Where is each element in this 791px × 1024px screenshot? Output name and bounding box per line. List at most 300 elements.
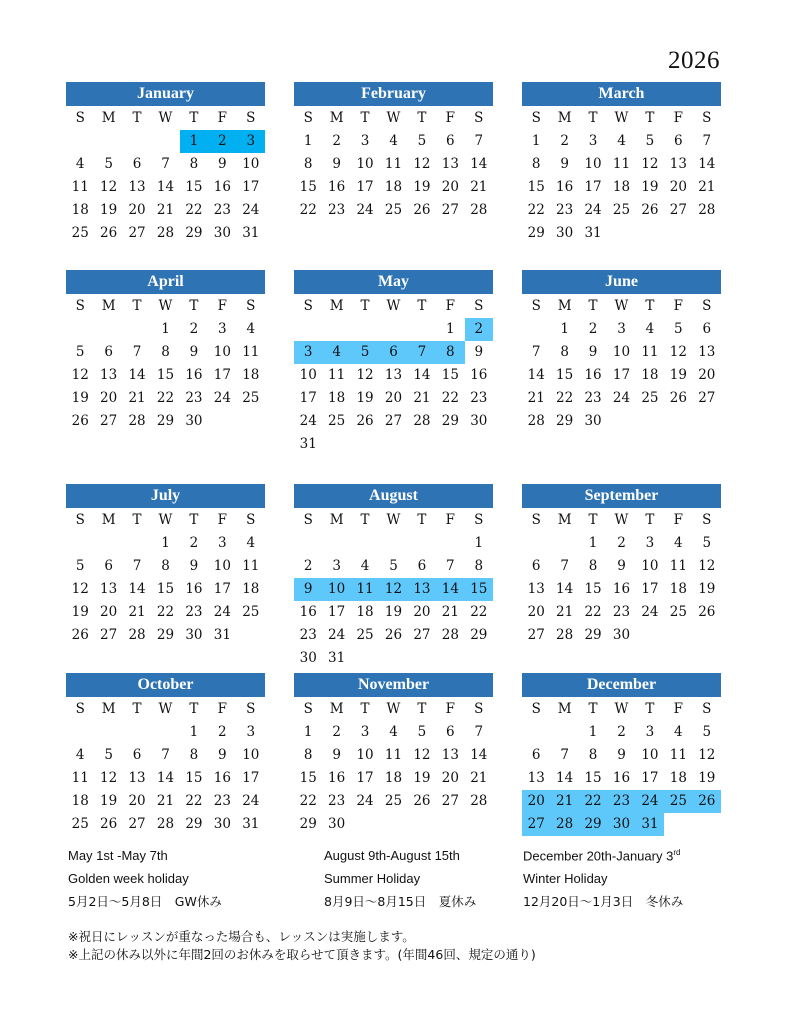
day-cell: 8 [474,558,484,574]
day-cell: 11 [242,344,260,360]
day-cell: 4 [75,747,85,763]
day-cell: 25 [612,202,631,218]
day-cell: 9 [218,156,227,172]
note-dates: May 1st -May 7th [68,848,168,863]
weekday-label: T [132,110,142,126]
day-cell: 11 [384,747,403,763]
weekday-label: W [158,701,173,717]
day-cell: 7 [531,344,541,360]
month-header: July [66,484,265,508]
weekday-label: S [75,110,85,126]
weekday-label: S [531,701,541,717]
day-cell: 19 [413,179,431,195]
day-cell: 18 [384,770,403,786]
weekday-label: T [189,298,199,314]
day-cell: 17 [641,770,659,786]
day-cell: 10 [299,367,317,383]
month-header: April [66,270,265,294]
day-cell: 31 [213,627,231,643]
day-cell: 22 [185,793,203,809]
day-cell: 21 [527,390,545,406]
weekday-label: W [614,701,629,717]
day-cell: 19 [698,581,716,597]
weekday-label: F [445,110,456,126]
day-cell: 9 [617,747,626,763]
day-cell: 2 [617,535,626,551]
day-cell: 11 [328,367,346,383]
day-cell: 27 [441,202,459,218]
day-cell: 5 [389,558,398,574]
day-cell: 28 [128,627,146,643]
day-cell: 13 [698,344,716,360]
day-cell: 13 [527,581,545,597]
weekday-label: T [360,512,370,528]
day-cell: 13 [100,581,118,597]
day-cell: 2 [189,321,199,337]
day-cell: 14 [413,367,431,383]
day-cell: 26 [641,202,659,218]
day-cell: 30 [213,225,231,241]
day-cell: 1 [161,321,170,337]
day-cell: 9 [294,578,322,601]
day-cell: 5 [702,535,712,551]
day-cell: 22 [299,793,317,809]
weekday-label: F [673,110,684,126]
weekday-label: W [614,512,629,528]
day-cell: 7 [161,156,170,172]
day-cell: 6 [379,341,407,364]
day-cell: 9 [189,558,199,574]
weekday-label: S [303,298,313,314]
day-cell: 13 [441,156,459,172]
month-days-grid [522,697,721,836]
day-cell: 13 [669,156,687,172]
day-cell: 18 [242,367,260,383]
day-cell: 1 [446,321,455,337]
day-cell: 6 [531,747,541,763]
day-cell: 3 [645,535,655,551]
day-cell: 3 [294,341,322,364]
day-cell: 21 [698,179,716,195]
day-cell: 17 [612,367,631,383]
day-cell: 22 [579,790,607,813]
day-cell: 2 [332,724,341,740]
weekday-label: M [101,110,116,126]
day-cell: 23 [584,390,602,406]
day-cell: 19 [71,390,89,406]
day-cell: 27 [384,413,403,429]
day-cell: 14 [698,156,716,172]
day-cell: 17 [641,581,659,597]
day-cell: 15 [465,578,493,601]
day-cell: 30 [470,413,488,429]
day-cell: 2 [588,321,598,337]
day-cell: 5 [104,156,113,172]
footer-line-2: ※上記の休み以外に年間2回のお休みを取らせて頂きます。(年間46回、規定の通り) [68,947,536,962]
weekday-label: M [101,298,116,314]
day-cell: 19 [100,202,118,218]
golden-week-note [68,846,222,915]
day-cell: 30 [299,650,317,666]
day-cell: 19 [669,367,687,383]
day-cell: 31 [242,816,260,832]
weekday-label: T [417,110,427,126]
weekday-label: T [588,110,598,126]
day-cell: 31 [636,813,664,836]
weekday-label: M [557,110,572,126]
month-july [66,484,265,647]
day-cell: 22 [156,604,175,620]
day-cell: 28 [527,413,545,429]
empty-cell [94,721,122,744]
day-cell: 29 [470,627,488,643]
day-cell: 19 [698,770,716,786]
day-cell: 20 [698,367,716,383]
day-cell: 23 [470,390,488,406]
day-cell: 20 [384,390,403,406]
day-cell: 10 [641,747,659,763]
weekday-label: M [329,298,344,314]
month-november [294,673,493,836]
day-cell: 26 [356,413,374,429]
day-cell: 30 [213,816,231,832]
day-cell: 1 [161,535,170,551]
day-cell: 7 [408,341,436,364]
day-cell: 25 [356,627,374,643]
day-cell: 18 [356,604,374,620]
day-cell: 27 [522,813,550,836]
month-september [522,484,721,647]
empty-cell [522,318,550,341]
day-cell: 10 [322,578,350,601]
day-cell: 31 [299,436,317,452]
day-cell: 8 [531,156,541,172]
day-cell: 17 [299,390,317,406]
day-cell: 26 [71,413,89,429]
weekday-label: S [702,701,712,717]
day-cell: 28 [470,202,488,218]
weekday-label: F [673,298,684,314]
weekday-label: S [75,512,85,528]
day-cell: 25 [242,390,260,406]
day-cell: 15 [156,581,175,597]
day-cell: 4 [322,341,350,364]
day-cell: 18 [71,202,89,218]
weekday-label: F [217,298,228,314]
day-cell: 12 [71,581,89,597]
month-august [294,484,493,670]
day-cell: 12 [71,367,89,383]
day-cell: 29 [556,413,574,429]
weekday-label: S [531,298,541,314]
day-cell: 17 [242,770,260,786]
day-cell: 17 [356,770,374,786]
day-cell: 31 [242,225,260,241]
day-cell: 2 [465,318,493,341]
day-cell: 12 [100,770,118,786]
weekday-label: T [645,512,655,528]
day-cell: 16 [584,367,602,383]
day-cell: 14 [128,581,146,597]
weekday-label: T [588,701,598,717]
day-cell: 15 [156,367,175,383]
weekday-label: T [417,298,427,314]
weekday-label: S [246,298,256,314]
day-cell: 22 [299,202,317,218]
weekday-label: S [246,701,256,717]
day-cell: 2 [208,130,236,153]
day-cell: 14 [470,156,488,172]
weekday-label: S [474,110,484,126]
day-cell: 23 [299,627,317,643]
day-cell: 29 [156,413,175,429]
day-cell: 16 [213,770,231,786]
day-cell: 18 [71,793,89,809]
day-cell: 22 [527,202,545,218]
day-cell: 9 [560,156,569,172]
month-days-grid [294,697,493,836]
empty-cell [522,721,550,744]
day-cell: 24 [356,202,374,218]
weekday-label: M [101,512,116,528]
day-cell: 22 [185,202,203,218]
weekday-label: M [329,512,344,528]
day-cell: 3 [617,321,626,337]
day-cell: 12 [669,344,687,360]
day-cell: 26 [693,790,721,813]
day-cell: 30 [185,627,203,643]
day-cell: 16 [612,581,631,597]
day-cell: 7 [161,747,170,763]
day-cell: 3 [246,724,256,740]
month-june [522,270,721,433]
note-title: Golden week holiday [68,871,189,886]
month-october [66,673,265,836]
day-cell: 8 [588,558,598,574]
day-cell: 13 [100,367,118,383]
day-cell: 31 [584,225,602,241]
weekday-label: S [702,110,712,126]
weekday-label: W [386,110,401,126]
weekday-label: W [614,110,629,126]
day-cell: 2 [332,133,341,149]
day-cell: 26 [698,604,716,620]
empty-cell [94,130,122,153]
note-japanese: 8月9日～8月15日 夏休み [324,894,477,909]
day-cell: 23 [213,202,231,218]
day-cell: 16 [328,179,346,195]
day-cell: 22 [556,390,574,406]
day-cell: 10 [213,344,231,360]
day-cell: 1 [189,724,199,740]
day-cell: 20 [413,604,431,620]
day-cell: 28 [441,627,459,643]
day-cell: 30 [328,816,346,832]
empty-cell [66,318,94,341]
month-header: December [522,673,721,697]
day-cell: 27 [413,627,431,643]
day-cell: 27 [669,202,687,218]
day-cell: 15 [299,770,317,786]
day-cell: 3 [360,133,370,149]
day-cell: 23 [328,202,346,218]
day-cell: 12 [413,156,431,172]
day-cell: 15 [185,179,203,195]
day-cell: 2 [189,535,199,551]
day-cell: 12 [356,367,374,383]
day-cell: 4 [645,321,655,337]
day-cell: 28 [550,813,578,836]
day-cell: 7 [446,558,455,574]
day-cell: 17 [584,179,602,195]
day-cell: 8 [161,344,170,360]
day-cell: 28 [556,627,574,643]
day-cell: 11 [71,179,89,195]
day-cell: 9 [588,344,598,360]
day-cell: 12 [641,156,659,172]
day-cell: 5 [417,724,427,740]
weekday-label: M [557,701,572,717]
day-cell: 28 [698,202,716,218]
month-days-grid [66,106,265,245]
weekday-label: T [360,701,370,717]
day-cell: 26 [669,390,687,406]
day-cell: 30 [556,225,574,241]
day-cell: 5 [674,321,683,337]
day-cell: 20 [441,179,459,195]
day-cell: 6 [104,558,113,574]
day-cell: 25 [242,604,260,620]
day-cell: 24 [636,790,664,813]
day-cell: 28 [128,413,146,429]
weekday-label: M [101,701,116,717]
day-cell: 15 [556,367,574,383]
day-cell: 8 [588,747,598,763]
day-cell: 19 [413,770,431,786]
day-cell: 23 [213,793,231,809]
empty-cell [351,532,379,555]
day-cell: 27 [128,816,146,832]
day-cell: 30 [612,627,631,643]
weekday-label: W [158,298,173,314]
day-cell: 15 [185,770,203,786]
day-cell: 3 [360,724,370,740]
day-cell: 24 [328,627,346,643]
note-japanese: 12月20日～1月3日 冬休み [523,894,684,909]
weekday-label: F [217,110,228,126]
weekday-label: F [445,298,456,314]
day-cell: 21 [413,390,431,406]
day-cell: 2 [560,133,569,149]
day-cell: 24 [584,202,602,218]
day-cell: 21 [470,179,488,195]
day-cell: 10 [242,156,260,172]
day-cell: 9 [332,156,341,172]
day-cell: 13 [128,179,146,195]
weekday-label: T [189,512,199,528]
day-cell: 19 [384,604,403,620]
day-cell: 21 [441,604,459,620]
month-header: May [294,270,493,294]
day-cell: 28 [156,816,175,832]
summer-holiday-note [324,846,476,915]
weekday-label: T [645,298,655,314]
weekday-label: S [531,110,541,126]
month-header: September [522,484,721,508]
day-cell: 1 [474,535,484,551]
empty-cell [123,318,151,341]
month-days-grid [522,508,721,647]
note-japanese: 5月2日～5月8日 GW休み [68,894,222,909]
day-cell: 18 [384,179,403,195]
day-cell: 1 [560,321,569,337]
weekday-label: T [189,110,199,126]
weekday-label: W [386,701,401,717]
day-cell: 4 [360,558,370,574]
day-cell: 11 [242,558,260,574]
day-cell: 13 [128,770,146,786]
empty-cell [294,532,322,555]
weekday-label: S [75,298,85,314]
day-cell: 4 [674,535,683,551]
day-cell: 25 [664,790,692,813]
month-days-grid [294,294,493,456]
month-days-grid [294,106,493,222]
day-cell: 29 [527,225,545,241]
day-cell: 21 [156,793,175,809]
day-cell: 7 [474,133,484,149]
empty-cell [94,318,122,341]
day-cell: 7 [474,724,484,740]
empty-cell [151,721,179,744]
day-cell: 23 [185,390,203,406]
weekday-label: T [645,110,655,126]
empty-cell [94,532,122,555]
day-cell: 29 [579,813,607,836]
day-cell: 26 [100,816,118,832]
day-cell: 22 [470,604,488,620]
weekday-label: S [702,298,712,314]
day-cell: 14 [156,179,175,195]
day-cell: 24 [299,413,317,429]
day-cell: 24 [213,604,231,620]
day-cell: 26 [413,793,431,809]
day-cell: 22 [441,390,459,406]
weekday-label: T [132,298,142,314]
day-cell: 28 [156,225,175,241]
month-header: October [66,673,265,697]
day-cell: 20 [669,179,687,195]
day-cell: 3 [237,130,265,153]
day-cell: 17 [213,367,231,383]
day-cell: 20 [128,202,146,218]
empty-cell [66,721,94,744]
empty-cell [379,532,407,555]
day-cell: 10 [612,344,631,360]
footer-notes [68,928,536,964]
day-cell: 6 [446,724,455,740]
weekday-label: S [246,512,256,528]
day-cell: 24 [612,390,631,406]
day-cell: 29 [584,627,602,643]
day-cell: 25 [71,225,89,241]
weekday-label: T [645,701,655,717]
day-cell: 30 [584,413,602,429]
weekday-label: W [158,512,173,528]
day-cell: 19 [356,390,374,406]
empty-cell [379,318,407,341]
day-cell: 27 [100,413,118,429]
